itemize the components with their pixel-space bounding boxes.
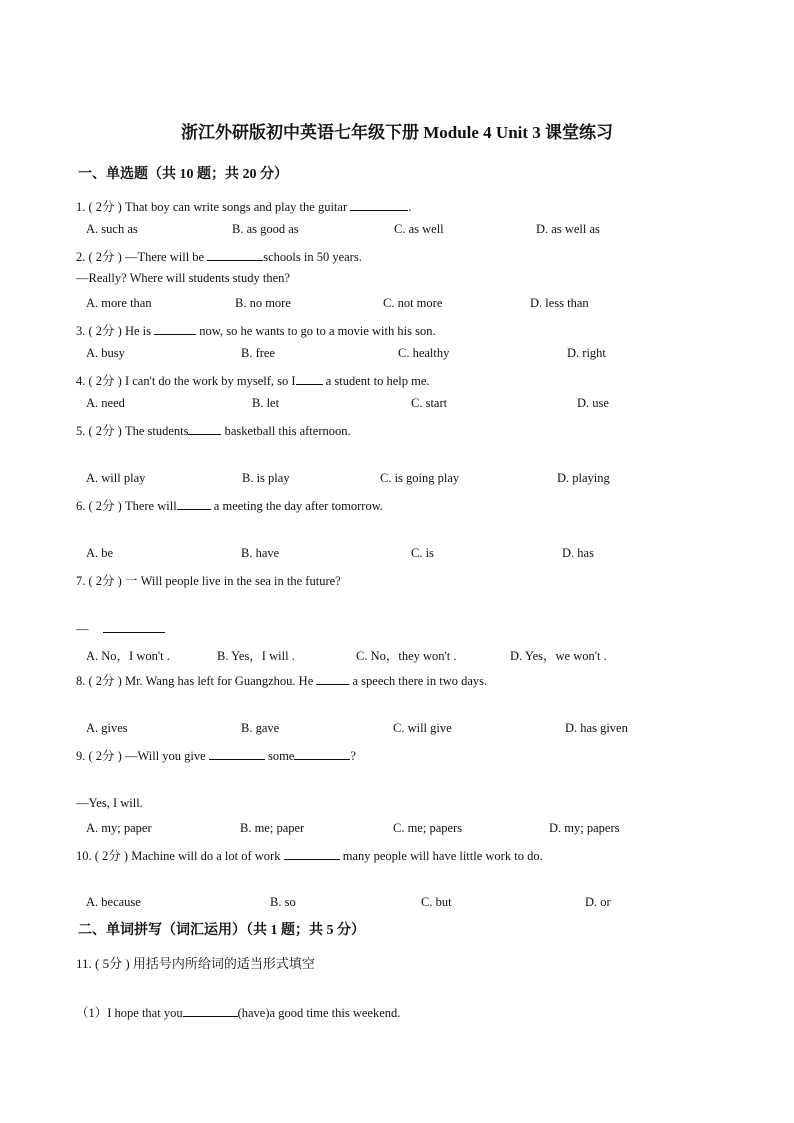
option-c[interactable]: C. healthy (398, 346, 450, 360)
answer-blank[interactable] (284, 848, 340, 860)
option-c[interactable]: C. is (411, 546, 434, 560)
question-text: 1. ( 2分 ) That boy can write songs and play the guitar (76, 200, 351, 214)
option-c[interactable]: C. me; papers (393, 821, 463, 835)
answer-blank[interactable] (183, 1005, 238, 1017)
option-d[interactable]: D. playing (557, 471, 610, 485)
option-a[interactable]: A. gives (86, 721, 128, 735)
option-d[interactable]: D. or (585, 895, 611, 909)
option-d[interactable]: D. has (562, 546, 594, 560)
question-6: 6. ( 2分 ) There will a meeting the day after tomorrow. (76, 499, 384, 513)
question-2: 2. ( 2分 ) —There will be schools in 50 years. (76, 250, 362, 264)
option-b[interactable]: B. free (241, 346, 276, 360)
question-5: 5. ( 2分 ) The students basketball this afternoon. (76, 424, 351, 438)
question-3: 3. ( 2分 ) He is now, so he wants to go to a movie with his son. (76, 324, 436, 338)
option-b[interactable]: B. let (252, 396, 280, 410)
question-7: 7. ( 2分 ) 一 Will people live in the sea in the future? (76, 574, 341, 588)
answer-blank[interactable] (316, 673, 349, 685)
option-b[interactable]: B. Yes，I will . (217, 649, 295, 663)
option-a[interactable]: A. more than (86, 296, 152, 310)
option-c[interactable]: C. as well (394, 222, 444, 236)
option-d[interactable]: D. Yes，we won't . (510, 649, 607, 663)
answer-blank[interactable] (103, 621, 165, 633)
option-c[interactable]: C. start (411, 396, 448, 410)
question-7-dialogue: — (76, 621, 165, 637)
question-4: 4. ( 2分 ) I can't do the work by myself, so I a student to help me. (76, 374, 430, 388)
option-a[interactable]: A. such as (86, 222, 138, 236)
option-a[interactable]: A. busy (86, 346, 125, 360)
section-heading-spelling: 二、单词拼写（词汇运用）（共 1 题；共 5 分） (78, 923, 365, 938)
option-d[interactable]: D. less than (530, 296, 589, 310)
answer-blank[interactable] (350, 199, 408, 211)
option-d[interactable]: D. use (577, 396, 609, 410)
option-d[interactable]: D. as well as (536, 222, 600, 236)
question-11: 11. ( 5分 ) 用括号内所给词的适当形式填空 (76, 956, 315, 971)
option-b[interactable]: B. have (241, 546, 280, 560)
option-b[interactable]: B. so (270, 895, 296, 909)
option-a[interactable]: A. because (86, 895, 141, 909)
question-10: 10. ( 2分 ) Machine will do a lot of work many people will have little work to do. (76, 849, 543, 863)
question-9-dialogue: —Yes, I will. (76, 796, 143, 810)
option-a[interactable]: A. be (86, 546, 114, 560)
option-c[interactable]: C. No，they won't . (356, 649, 457, 663)
answer-blank[interactable] (154, 323, 196, 335)
option-c[interactable]: C. will give (393, 721, 452, 735)
option-c[interactable]: C. is going play (380, 471, 460, 485)
question-1: 1. ( 2分 ) That boy can write songs and play the guitar . (76, 200, 412, 214)
option-a[interactable]: A. No，I won't . (86, 649, 170, 663)
option-c[interactable]: C. not more (383, 296, 443, 310)
option-b[interactable]: B. me; paper (240, 821, 305, 835)
question-2-dialogue: —Really? Where will students study then? (76, 271, 290, 285)
answer-blank[interactable] (294, 748, 350, 760)
answer-blank[interactable] (188, 423, 221, 435)
option-b[interactable]: B. as good as (232, 222, 299, 236)
answer-blank[interactable] (207, 249, 263, 261)
option-d[interactable]: D. my; papers (549, 821, 620, 835)
option-b[interactable]: B. no more (235, 296, 291, 310)
answer-blank[interactable] (296, 373, 323, 385)
option-b[interactable]: B. gave (241, 721, 280, 735)
option-d[interactable]: D. has given (565, 721, 628, 735)
option-a[interactable]: A. my; paper (86, 821, 152, 835)
option-a[interactable]: A. will play (86, 471, 146, 485)
option-b[interactable]: B. is play (242, 471, 290, 485)
section-heading-single-choice: 一、单选题（共 10 题；共 20 分） (78, 167, 288, 182)
answer-blank[interactable] (209, 748, 265, 760)
option-a[interactable]: A. need (86, 396, 125, 410)
question-8: 8. ( 2分 ) Mr. Wang has left for Guangzhou. He a speech there in two days. (76, 674, 488, 688)
option-c[interactable]: C. but (421, 895, 452, 909)
question-11-sub-1: （1）I hope that you (have)a good time this weekend. (76, 1006, 401, 1020)
option-d[interactable]: D. right (567, 346, 606, 360)
page-title: 浙江外研版初中英语七年级下册 Module 4 Unit 3 课堂练习 (180, 123, 614, 142)
answer-blank[interactable] (177, 498, 211, 510)
question-9: 9. ( 2分 ) —Will you give some ? (76, 749, 356, 763)
